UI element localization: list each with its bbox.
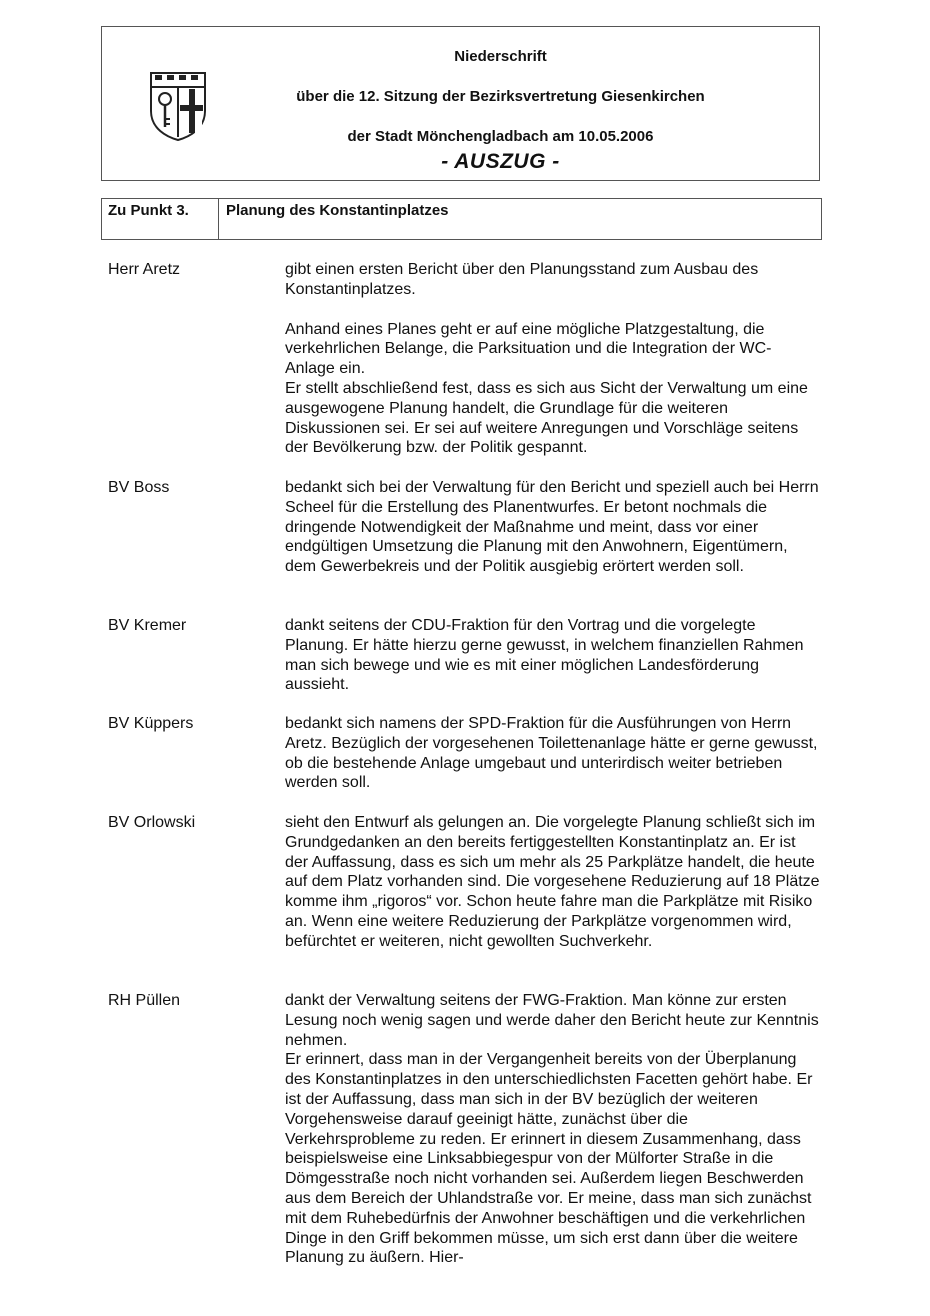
statement-paragraph: Er erinnert, dass man in der Vergangenheit bereits von der Überplanung des Konstantinplatzes in den unterschiedlichsten Facetten gehört habe. Er ist der Auffassung, dass man sich in der BV bezüglich der weiteren Vorgehensweise darauf geeinigt hätte, zunächst über die Verkehrsprobleme zu reden. Er erinnert in diesem Zusammenhang, dass beispielsweise eine Linksabbiegespur von der Mülforter Straße in die Dömgesstraße noch nicht vorhanden sei. Außerdem liegen Beschwerden aus dem Bereich der Uhlandstraße vor. Er meine, dass man sich zunächst mit dem Ruhebedürfnis der Anwohner beschäftigen und die verkehrlichen Dinge in den Griff bekommen müsse, um sich erst dann über die weitere Planung zu äußern. Hier- bbox=[285, 1051, 813, 1267]
statement-paragraph: bedankt sich namens der SPD-Fraktion für die Ausführungen von Herrn Aretz. Bezüglich der vorgesehenen Toilettenanlage hätte er gerne gewusst, ob die bestehende Anlage umgebaut und unterirdisch weiter betrieben werden soll. bbox=[285, 715, 818, 792]
statement-paragraph: dankt der Verwaltung seitens der FWG-Fraktion. Man könne zur ersten Lesung noch wenig sagen und werde daher den Bericht heute zur Kenntnis nehmen. bbox=[285, 992, 819, 1049]
header-city-date: der Stadt Mönchengladbach am 10.05.2006 bbox=[347, 128, 654, 145]
speaker-name: Herr Aretz bbox=[108, 261, 181, 278]
speaker-statement bbox=[285, 991, 820, 1268]
speaker-statement bbox=[285, 813, 820, 952]
agenda-item-box bbox=[101, 198, 822, 240]
statement-paragraph: dankt seitens der CDU-Fraktion für den Vortrag und die vorgelegte Planung. Er hätte hierzu gerne gewusst, in welchem finanziellen Rahmen man sich bewege und wie es mit einer möglichen Landesförderung aussieht. bbox=[285, 617, 804, 694]
header-title: Niederschrift bbox=[454, 48, 547, 65]
speaker-statement bbox=[285, 478, 820, 577]
speaker-name: BV Kremer bbox=[108, 617, 187, 634]
speaker-statement bbox=[285, 616, 820, 695]
header-session: über die 12. Sitzung der Bezirksvertretung Giesenkirchen bbox=[296, 88, 705, 105]
statement-paragraph: gibt einen ersten Bericht über den Planungsstand zum Ausbau des Konstantinplatzes. bbox=[285, 261, 759, 298]
statement-paragraph: sieht den Entwurf als gelungen an. Die vorgelegte Planung schließt sich im Grundgedanken an den bereits fertiggestellten Konstantinplatz an. Er ist der Auffassung, dass es sich um mehr als 25 Parkplätze handelt, die heute auf dem Platz vorhanden sind. Die vorgesehene Reduzierung auf 18 Plätze komme ihm „rigoros“ vor. Schon heute fahre man die Parkplätze mit Risiko an. Wenn eine weitere Reduzierung der Parkplätze vorgenommen wird, befürchtet er weiteren, nicht gewollten Suchverkehr. bbox=[285, 814, 820, 950]
speaker-name: BV Boss bbox=[108, 479, 170, 496]
header-excerpt-label: - AUSZUG - bbox=[441, 150, 560, 173]
statement-paragraph: Anhand eines Planes geht er auf eine mögliche Platzgestaltung, die verkehrlichen Belange, die Parksituation und die Integration der WC-Anlage ein. bbox=[285, 320, 772, 378]
speaker-statement bbox=[285, 260, 820, 458]
document-header bbox=[101, 26, 820, 181]
agenda-item-title: Planung des Konstantinplatzes bbox=[226, 202, 449, 219]
agenda-item-divider bbox=[218, 199, 219, 239]
speaker-name: RH Püllen bbox=[108, 992, 181, 1009]
speaker-name: BV Orlowski bbox=[108, 814, 196, 831]
statement-paragraph: bedankt sich bei der Verwaltung für den Bericht und speziell auch bei Herrn Scheel für die Erstellung des Planentwurfes. Er betont nochmals die dringende Notwendigkeit der Maßnahme und meint, dass vor einer endgültigen Umsetzung die Planung mit den Anwohnern, Eigentümern, dem Gewerbekreis und der Politik ausgiebig erörtert werden soll. bbox=[285, 479, 819, 576]
statement-paragraph: Er stellt abschließend fest, dass es sich aus Sicht der Verwaltung um eine ausgewogene Planung handelt, die Grundlage für die weiteren Diskussionen sei. Er sei auf weitere Anregungen und Vorschläge seitens der Bevölkerung bzw. der Politik gespannt. bbox=[285, 379, 808, 457]
speaker-name: BV Küppers bbox=[108, 715, 194, 732]
speaker-statement bbox=[285, 714, 820, 793]
agenda-item-number: Zu Punkt 3. bbox=[108, 202, 189, 219]
